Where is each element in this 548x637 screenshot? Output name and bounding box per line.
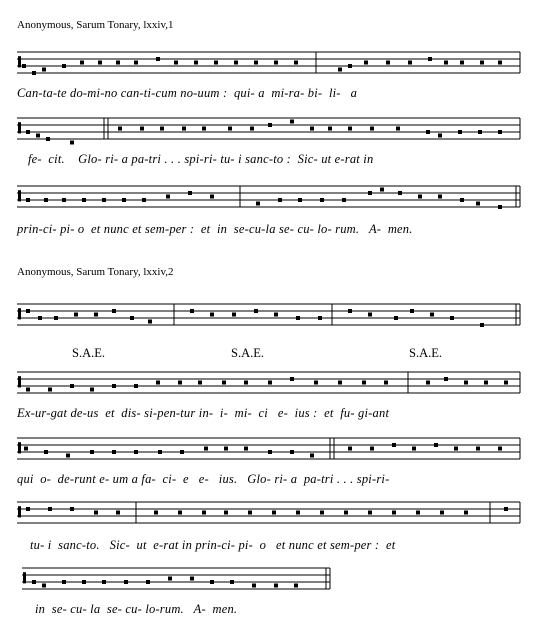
neume: [228, 127, 232, 131]
neume: [368, 191, 372, 195]
neume: [202, 511, 206, 515]
neume: [438, 195, 442, 199]
clef-mark: [18, 56, 21, 67]
neume: [210, 195, 214, 199]
neume: [344, 511, 348, 515]
neume: [134, 61, 138, 65]
neume: [268, 381, 272, 385]
chant-2-lyric-line-4: in se- cu- la se- cu- lo-rum. A- men.: [35, 602, 238, 616]
neume: [504, 507, 508, 511]
neume: [82, 198, 86, 202]
neume: [444, 61, 448, 65]
neume: [98, 61, 102, 65]
neume: [210, 313, 214, 317]
neume: [180, 450, 184, 454]
neume: [254, 309, 258, 313]
neume: [190, 309, 194, 313]
clef-mark: [18, 506, 21, 517]
chant-2-lyric-line-1: Ex-ur-gat de-us et dis- si-pen-tur in- i- mi- ci e- ius : et fu- gi-ant: [17, 406, 390, 420]
neume: [22, 64, 26, 68]
clef-mark: [18, 376, 21, 387]
neume: [210, 580, 214, 584]
neume: [294, 61, 298, 65]
neume: [36, 134, 40, 138]
neume: [368, 313, 372, 317]
neume: [278, 198, 282, 202]
neume: [430, 313, 434, 317]
neume: [70, 141, 74, 145]
neume: [370, 447, 374, 451]
neume: [438, 134, 442, 138]
neume: [272, 511, 276, 515]
neume: [418, 195, 422, 199]
neume: [26, 507, 30, 511]
clef-mark: [23, 572, 26, 583]
neume: [484, 381, 488, 385]
neume: [294, 584, 298, 588]
neume: [498, 130, 502, 134]
neume: [178, 381, 182, 385]
neume: [498, 205, 502, 209]
neume: [166, 195, 170, 199]
neume: [410, 309, 414, 313]
neume: [298, 198, 302, 202]
neume: [42, 584, 46, 588]
neume: [116, 61, 120, 65]
neume: [364, 61, 368, 65]
neume: [48, 388, 52, 392]
neume: [426, 130, 430, 134]
neume: [82, 580, 86, 584]
neume: [112, 384, 116, 388]
neume: [62, 198, 66, 202]
neume: [46, 137, 50, 141]
neume: [224, 511, 228, 515]
neume: [26, 309, 30, 313]
neume: [90, 388, 94, 392]
neume: [454, 447, 458, 451]
neume: [234, 61, 238, 65]
neume: [274, 61, 278, 65]
neume: [362, 381, 366, 385]
neume: [156, 57, 160, 61]
neume: [464, 511, 468, 515]
neume: [396, 127, 400, 131]
neume: [174, 61, 178, 65]
neume: [252, 584, 256, 588]
neume: [62, 580, 66, 584]
neume: [182, 127, 186, 131]
neume: [310, 127, 314, 131]
neume: [290, 450, 294, 454]
neume: [476, 202, 480, 206]
neume: [198, 381, 202, 385]
neume: [398, 191, 402, 195]
chant-2-staff-3: [0, 432, 548, 472]
neume: [70, 507, 74, 511]
neume: [254, 61, 258, 65]
neume: [368, 511, 372, 515]
neume: [224, 447, 228, 451]
clef-mark: [18, 308, 21, 319]
neume: [112, 309, 116, 313]
chant-2-staff-5: [0, 562, 548, 602]
neume: [44, 450, 48, 454]
neume: [142, 198, 146, 202]
neume: [118, 127, 122, 131]
neume: [268, 123, 272, 127]
clef-mark: [18, 122, 21, 133]
neume: [444, 377, 448, 381]
neume: [392, 511, 396, 515]
neume: [460, 198, 464, 202]
neume: [102, 580, 106, 584]
chant-1-lyric-line-1: Can-ta-te do-mi-no can-ti-cum no-uum : qui- a mi-ra- bi- li- a: [17, 86, 358, 100]
neume: [26, 130, 30, 134]
neume: [478, 130, 482, 134]
chant-2-title: Anonymous, Sarum Tonary, lxxiv,2: [17, 266, 174, 278]
neume: [342, 198, 346, 202]
chant-1-staff-3: [0, 180, 548, 220]
neume: [408, 61, 412, 65]
neume: [130, 316, 134, 320]
neume: [348, 127, 352, 131]
neume: [392, 443, 396, 447]
neume: [116, 511, 120, 515]
chant-2-staff-2: [0, 366, 548, 406]
neume: [296, 316, 300, 320]
chant-2-staff-1: [0, 298, 548, 338]
neume: [202, 127, 206, 131]
chant-1-staff-1: [0, 46, 548, 86]
neume: [256, 202, 260, 206]
neume: [504, 381, 508, 385]
neume: [440, 511, 444, 515]
neume: [70, 384, 74, 388]
neume: [32, 580, 36, 584]
neume: [274, 313, 278, 317]
clef-mark: [18, 190, 21, 201]
neume: [148, 320, 152, 324]
neume: [458, 130, 462, 134]
neume: [450, 316, 454, 320]
neume: [204, 447, 208, 451]
neume: [348, 309, 352, 313]
neume: [384, 381, 388, 385]
neume: [74, 313, 78, 317]
neume: [248, 511, 252, 515]
neume: [290, 120, 294, 124]
neume: [134, 384, 138, 388]
neume: [62, 64, 66, 68]
neume: [416, 511, 420, 515]
neume: [94, 511, 98, 515]
neume: [102, 198, 106, 202]
neume: [310, 454, 314, 458]
chant-2-staff-4: [0, 496, 548, 536]
neume: [26, 388, 30, 392]
neume: [348, 64, 352, 68]
neume: [296, 511, 300, 515]
neume: [412, 447, 416, 451]
neume: [168, 577, 172, 581]
neume: [32, 71, 36, 75]
neume: [178, 511, 182, 515]
sae-label-2: S.A.E.: [231, 346, 264, 360]
neume: [222, 381, 226, 385]
neume: [156, 381, 160, 385]
neume: [66, 454, 70, 458]
neume: [476, 447, 480, 451]
neume: [230, 580, 234, 584]
neume: [314, 381, 318, 385]
neume: [480, 61, 484, 65]
neume: [190, 577, 194, 581]
neume: [320, 198, 324, 202]
neume: [140, 127, 144, 131]
neume: [38, 316, 42, 320]
neume: [122, 198, 126, 202]
neume: [90, 450, 94, 454]
sae-label-3: S.A.E.: [409, 346, 442, 360]
neume: [24, 447, 28, 451]
neume: [328, 127, 332, 131]
neume: [320, 511, 324, 515]
neume: [394, 316, 398, 320]
neume: [426, 381, 430, 385]
neume: [380, 188, 384, 192]
chant-1-lyric-line-2: fe- cit. Glo- ri- a pa-tri . . . spi-ri- tu- i sanc-to : Sic- ut e-rat in: [28, 152, 374, 166]
neume: [48, 507, 52, 511]
clef-mark: [18, 442, 21, 453]
neume: [232, 313, 236, 317]
chant-1-title: Anonymous, Sarum Tonary, lxxiv,1: [17, 19, 174, 31]
chant-1-staff-2: [0, 112, 548, 152]
neume: [370, 127, 374, 131]
neume: [268, 450, 272, 454]
neume: [158, 450, 162, 454]
neume: [194, 61, 198, 65]
neume: [160, 127, 164, 131]
neume: [146, 580, 150, 584]
neume: [244, 447, 248, 451]
neume: [44, 198, 48, 202]
chant-2-lyric-line-3: tu- i sanc-to. Sic- ut e-rat in prin-ci- pi- o et nunc et sem-per : et: [30, 538, 396, 552]
neume: [434, 443, 438, 447]
neume: [274, 584, 278, 588]
neume: [348, 447, 352, 451]
neume: [112, 450, 116, 454]
neume: [498, 447, 502, 451]
neume: [26, 198, 30, 202]
sae-label-1: S.A.E.: [72, 346, 105, 360]
chant-2-lyric-line-2: qui o- de-runt e- um a fa- ci- e e- ius. Glo- ri- a pa-tri . . . spi-ri-: [17, 472, 390, 486]
neume: [188, 191, 192, 195]
neume: [134, 450, 138, 454]
neume: [154, 511, 158, 515]
neume: [42, 68, 46, 72]
neume: [318, 316, 322, 320]
neume: [80, 61, 84, 65]
neume: [428, 57, 432, 61]
neume: [124, 580, 128, 584]
neume: [244, 381, 248, 385]
neume: [498, 61, 502, 65]
neume: [214, 61, 218, 65]
neume: [464, 381, 468, 385]
neume: [338, 381, 342, 385]
neume: [480, 323, 484, 327]
neume: [54, 316, 58, 320]
neume: [94, 313, 98, 317]
neume: [290, 377, 294, 381]
chant-1-lyric-line-3: prin-ci- pi- o et nunc et sem-per : et in se-cu-la se- cu- lo- rum. A- men.: [17, 222, 413, 236]
neume: [338, 68, 342, 72]
neume: [250, 127, 254, 131]
neume: [386, 61, 390, 65]
neume: [460, 61, 464, 65]
